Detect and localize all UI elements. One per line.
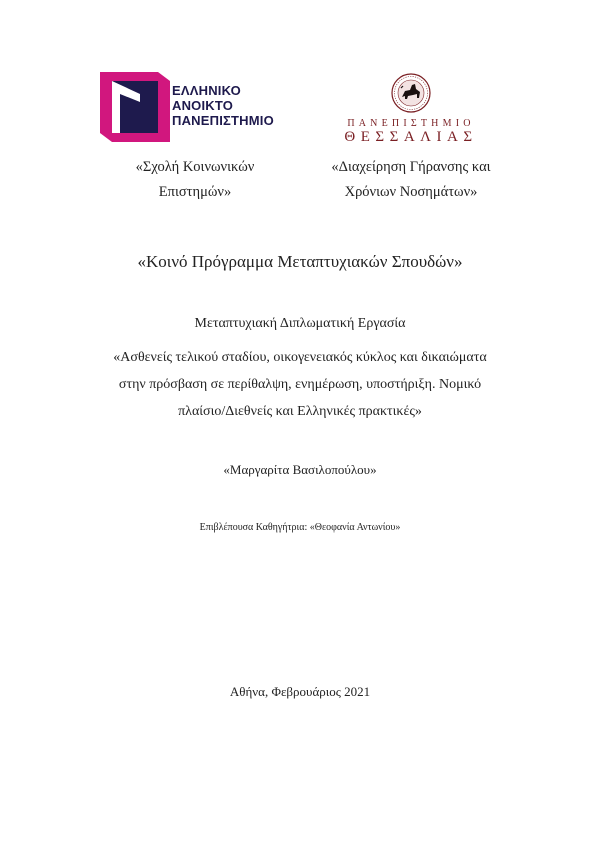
eap-logo	[100, 72, 290, 142]
eap-logo-line-3: ΠΑΝΕΠΙΣΤΗΜΙΟ	[172, 113, 274, 128]
eap-logo-line-2: ΑΝΟΙΚΤΟ	[172, 98, 234, 113]
uth-logo	[318, 72, 504, 144]
centaur-seal-icon	[391, 72, 431, 114]
school-right-line-2: Χρόνιων Νοσημάτων»	[344, 184, 478, 200]
school-left-line-1: «Σχολή Κοινωνικών	[135, 159, 255, 175]
author-name: «Μαργαρίτα Βασιλοπούλου»	[223, 462, 377, 477]
thesis-title-line-2: στην πρόσβαση σε περίθαλψη, ενημέρωση, υποστήριξη. Νομικό	[118, 377, 482, 392]
thesis-type: Μεταπτυχιακή Διπλωματική Εργασία	[194, 316, 406, 331]
thesis-title-line-3: πλαίσιο/Διεθνείς και Ελληνικές πρακτικές»	[178, 404, 422, 419]
uth-logo-line-1: ΠΑΝΕΠΙΣΤΗΜΙΟ	[347, 118, 475, 129]
thesis-title	[78, 344, 522, 425]
school-right-line-1: «Διαχείρηση Γήρανσης και	[331, 159, 491, 175]
school-left-line-2: Επιστημών»	[158, 184, 232, 200]
eap-emblem-icon	[100, 72, 170, 142]
school-right	[316, 155, 506, 205]
uth-logo-line-2: ΘΕΣΣΑΛΙΑΣ	[344, 129, 478, 145]
program-title: «Κοινό Πρόγραμμα Μεταπτυχιακών Σπουδών»	[137, 252, 463, 271]
supervisor: Επιβλέπουσα Καθηγήτρια: «Θεοφανία Αντωνίου»	[199, 522, 401, 533]
thesis-title-line-1: «Ασθενείς τελικού σταδίου, οικογενειακός κύκλος και δικαιώματα	[113, 350, 487, 365]
place-date: Αθήνα, Φεβρουάριος 2021	[229, 684, 371, 699]
school-left	[100, 155, 290, 205]
eap-logo-line-1: ΕΛΛΗΝΙΚΟ	[172, 83, 241, 98]
